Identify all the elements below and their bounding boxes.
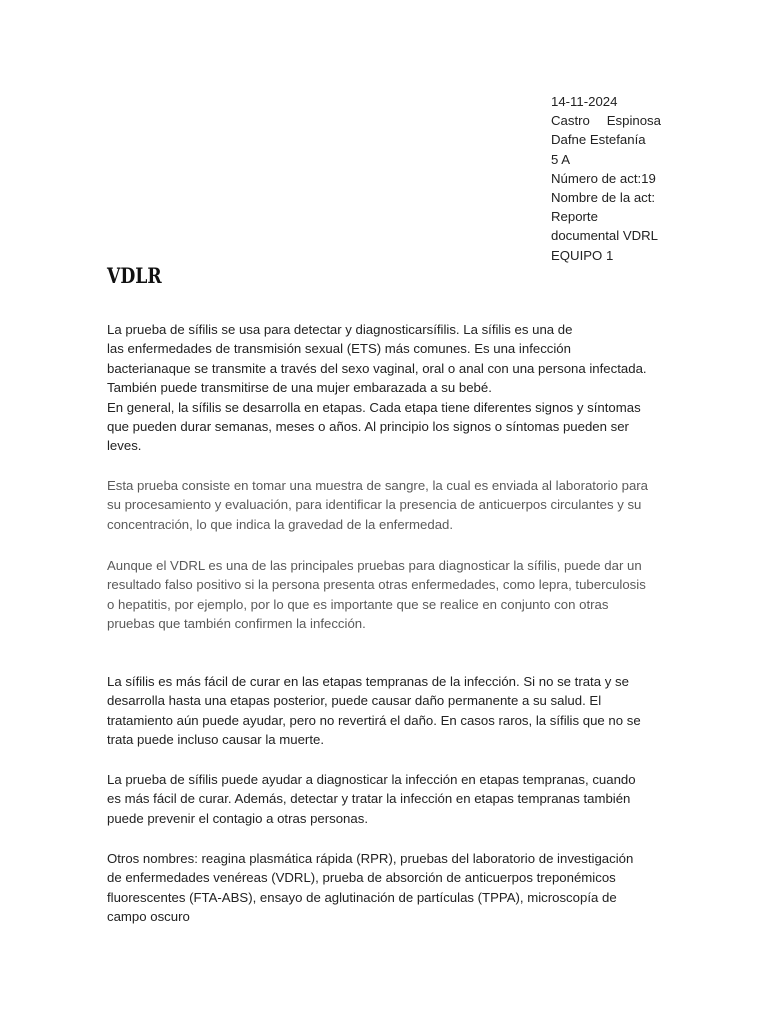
paragraph-line: desarrolla hasta una etapas posterior, puede causar daño permanente a su salud. El <box>107 693 602 709</box>
team: EQUIPO 1 <box>551 247 614 263</box>
paragraph-line: su procesamiento y evaluación, para identificar la presencia de anticuerpos circulantes y su <box>107 497 642 513</box>
activity-name-line-2: documental VDRL <box>551 228 659 244</box>
surnames <box>551 111 661 130</box>
paragraph-intro <box>107 320 667 456</box>
paragraph-line: La prueba de sífilis puede ayudar a diagnosticar la infección en etapas tempranas, cuando <box>107 772 636 787</box>
given-names: Dafne Estefanía <box>551 132 646 148</box>
paragraph-line: En general, la sífilis se desarrolla en etapas. Cada etapa tiene diferentes signos y síntomas <box>107 399 641 415</box>
paragraph-line: resultado falso positivo si la persona presenta otras enfermedades, como lepra, tuberculosis <box>107 577 646 593</box>
surname-1: Castro <box>551 113 590 129</box>
paragraph-line: bacterianaque se transmite a través del sexo vaginal, oral o anal con una persona infectada. <box>107 360 647 376</box>
surname-2: Espinosa <box>606 113 661 129</box>
paragraph-line: de enfermedades venéreas (VDRL), prueba de absorción de anticuerpos treponémicos <box>107 870 616 886</box>
paragraph-false-positive <box>107 556 667 634</box>
paragraph-other-names <box>107 849 667 927</box>
paragraph-line: campo oscuro <box>107 909 190 925</box>
date: 14-11-2024 <box>551 94 618 109</box>
paragraph-line: concentración, lo que indica la gravedad de la enfermedad. <box>107 516 454 532</box>
paragraph-procedure <box>107 476 667 534</box>
paragraph-line: trata puede incluso causar la muerte. <box>107 732 324 748</box>
paragraph-line: fluorescentes (FTA-ABS), ensayo de aglutinación de partículas (TPPA), microscopía de <box>107 889 617 905</box>
paragraph-line: es más fácil de curar. Además, detectar y tratar la infección en etapas tempranas también <box>107 791 631 807</box>
paragraph-line: o hepatitis, por ejemplo, por lo que es importante que se realice en conjunto con otras <box>107 596 609 612</box>
paragraph-line: las enfermedades de transmisión sexual (ETS) más comunes. Es una infección <box>107 341 571 357</box>
paragraph-line: que pueden durar semanas, meses o años. Al principio los signos o síntomas pueden ser <box>107 419 629 435</box>
paragraph-line: pruebas que también confirmen la infección. <box>107 616 366 632</box>
paragraph-line: tratamiento aún puede ayudar, pero no revertirá el daño. En casos raros, la sífilis que no se <box>107 712 641 728</box>
activity-number: Número de act:19 <box>551 170 656 186</box>
paragraph-line: leves. <box>107 438 142 454</box>
paragraph-line: puede prevenir el contagio a otras personas. <box>107 810 368 826</box>
paragraph-line: Esta prueba consiste en tomar una muestra de sangre, la cual es enviada al laboratorio para <box>107 478 649 493</box>
paragraph-early-diagnosis <box>107 770 667 828</box>
paragraph-line: Otros nombres: reagina plasmática rápida (RPR), pruebas del laboratorio de investigación <box>107 851 634 866</box>
activity-name-label: Nombre de la act: <box>551 190 656 206</box>
paragraph-line: También puede transmitirse de una mujer embarazada a su bebé. <box>107 380 492 396</box>
paragraph-line: Aunque el VDRL es una de las principales pruebas para diagnosticar la sífilis, puede dar un <box>107 558 642 573</box>
paragraph-treatment <box>107 672 667 750</box>
activity-name-line-1: Reporte <box>551 209 598 225</box>
paragraph-line: La prueba de sífilis se usa para detectar y diagnosticarsífilis. La sífilis es una de <box>107 322 573 337</box>
group: 5 A <box>551 151 571 167</box>
document-title: VDLR <box>107 263 162 288</box>
student-header <box>551 92 663 265</box>
paragraph-line: La sífilis es más fácil de curar en las etapas tempranas de la infección. Si no se trata y se <box>107 674 629 689</box>
